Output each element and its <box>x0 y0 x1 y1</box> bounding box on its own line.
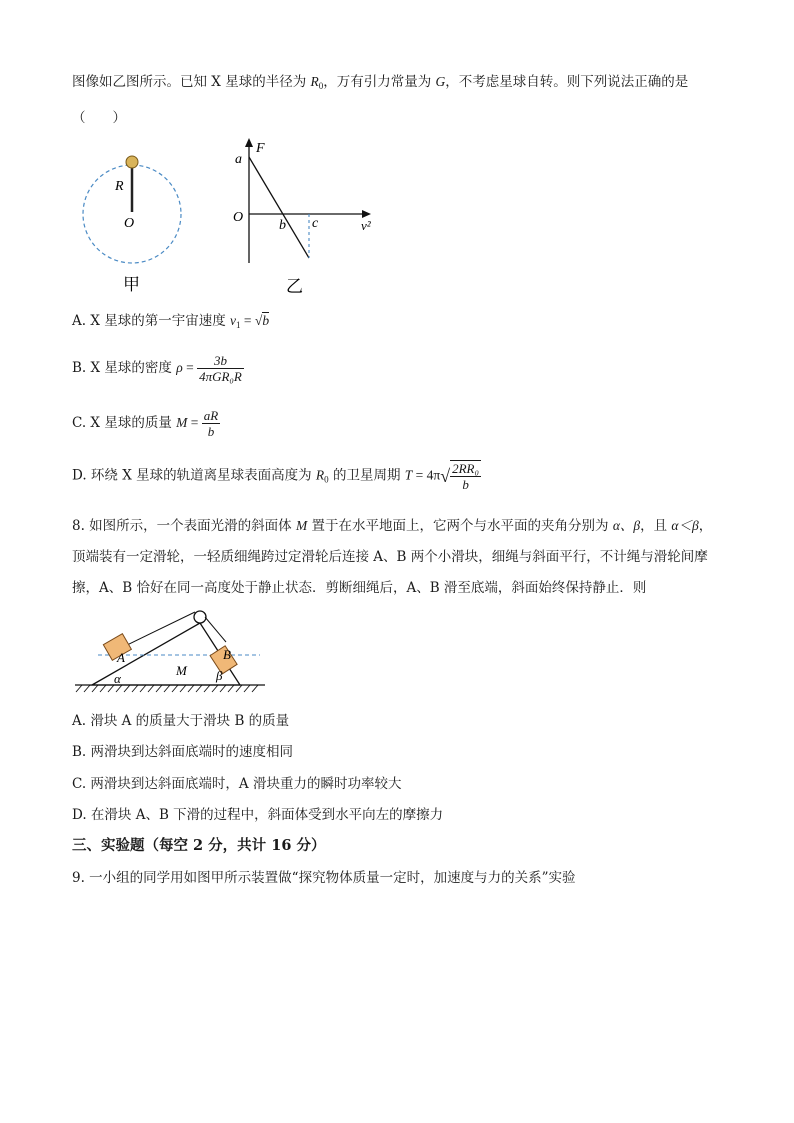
q7-option-c-num: aR <box>203 408 219 423</box>
q7-option-a-v-sub: 1 <box>236 320 241 330</box>
q7-text-b: ，万有引力常量为 <box>323 74 436 90</box>
q8-figure <box>70 605 270 700</box>
q8-stem-line1 <box>72 516 712 536</box>
q8-rope-right <box>205 617 226 642</box>
jia-caption: 甲 <box>123 275 140 295</box>
q8-stem-line3: 擦，A、B 恰好在同一高度处于静止状态．剪断细绳后，A、B 滑至底端，斜面始终保持静止．则 <box>72 580 647 596</box>
q7-radius-symbol: R <box>310 74 319 89</box>
q8-stem-line2: 顶端装有一定滑轮，一轻质细绳跨过定滑轮后连接 A、B 两个小滑块，细绳与斜面平行，不计绳与滑轮间摩 <box>72 549 708 565</box>
q8-text-b: 置于在水平地面上，它两个与水平面的夹角分别为 <box>307 518 613 534</box>
q7-text-c: ，不考虑星球自转。则下列说法正确的是 <box>445 74 689 90</box>
q7-option-d-fraction <box>450 460 481 492</box>
jia-o-label: O <box>124 216 135 231</box>
q7-option-a-v: v <box>230 313 237 328</box>
q8-option-c: C. 两滑块到达斜面底端时，A 滑块重力的瞬时功率较大 <box>72 776 402 792</box>
q7-answer-paren: （ ） <box>72 110 126 126</box>
q8-text-c: ，且 <box>640 518 672 534</box>
q7-option-d-mid: 的卫星周期 <box>328 467 405 484</box>
q7-option-b-fraction <box>197 353 244 384</box>
q8-block-b-label: B <box>223 647 231 662</box>
q7-text-a: 图像如乙图所示。已知 X 星球的半径为 <box>72 74 311 90</box>
q7-option-d-num: 2RR₀ <box>452 461 480 476</box>
q7-radius-sub: 0 <box>318 81 324 91</box>
q8-option-b: B. 两滑块到达斜面底端时的速度相同 <box>72 744 294 760</box>
figure-jia <box>70 145 200 300</box>
q8-text-a: 8. 如图所示，一个表面光滑的斜面体 <box>72 518 296 534</box>
q8-alpha-label: α <box>114 671 121 686</box>
yi-b-label: b <box>279 218 286 233</box>
q7-option-a-eq: = <box>240 313 255 328</box>
q7-option-d <box>72 460 481 492</box>
yi-f-arrow <box>245 138 253 147</box>
yi-o-label: O <box>233 210 244 225</box>
q8-angles: α、β <box>612 518 641 533</box>
q7-option-a-sqrt-icon: √ <box>254 313 263 328</box>
q8-text-d: ， <box>698 518 713 534</box>
q8-ground-hatch <box>76 685 258 692</box>
q7-option-d-eq: = 4π <box>412 467 441 483</box>
q7-option-d-t: T <box>404 467 413 483</box>
q7-option-c-fraction <box>202 408 220 439</box>
q7-option-d-r: R <box>315 467 325 483</box>
q7-option-d-r-sub: 0 <box>324 474 329 485</box>
yi-v2-arrow <box>362 210 371 218</box>
q7-option-b-num: 3b <box>213 353 227 368</box>
figure-yi <box>228 135 388 300</box>
q7-option-c-m: M <box>176 415 188 430</box>
q8-option-d: D. 在滑块 A、B 下滑的过程中，斜面体受到水平向左的摩擦力 <box>72 807 444 823</box>
yi-c-label: c <box>312 216 319 231</box>
q7-option-b-text: B. X 星球的密度 <box>72 360 177 376</box>
q9-stem: 9. 一小组的同学用如图甲所示装置做“探究物体质量一定时，加速度与力的关系”实验 <box>72 870 576 886</box>
yi-v2-label: v² <box>361 218 371 233</box>
q7-option-d-den: b <box>450 476 481 492</box>
q8-rope-left <box>127 612 195 645</box>
jia-r-label: R <box>115 179 124 194</box>
q7-option-a-radicand: b <box>262 313 270 328</box>
q7-option-d-text: D. 环绕 X 星球的轨道离星球表面高度为 <box>72 467 316 484</box>
q7-option-d-sqrt-icon: √ <box>440 466 451 486</box>
q8-m-symbol: M <box>295 518 308 533</box>
q7-option-c-eq: = <box>187 415 202 430</box>
q8-compare: α＜β <box>671 518 699 533</box>
q7-option-c <box>72 408 220 439</box>
q7-option-b <box>72 353 244 384</box>
q7-option-a-text: A. X 星球的第一宇宙速度 <box>72 313 231 329</box>
q7-option-b-den: 4πGR₀R <box>199 369 242 384</box>
yi-caption: 乙 <box>286 277 303 297</box>
q7-option-b-eq: = <box>182 360 198 375</box>
section-heading: 三、实验题（每空 2 分，共计 16 分） <box>72 837 326 854</box>
q8-option-a: A. 滑块 A 的质量大于滑块 B 的质量 <box>72 713 290 729</box>
q8-block-a-label: A <box>117 650 125 665</box>
q7-option-a <box>72 311 269 335</box>
q7-option-b-rho: ρ <box>176 360 183 375</box>
q7-option-c-den: b <box>202 423 220 439</box>
yi-f-label: F <box>256 141 265 156</box>
q8-pulley-icon <box>194 611 206 623</box>
q7-stem-line <box>72 72 688 96</box>
q7-g-symbol: G <box>435 74 446 89</box>
yi-graph-line <box>249 157 309 258</box>
q7-option-c-text: C. X 星球的质量 <box>72 415 177 431</box>
jia-ball <box>126 156 138 168</box>
q8-beta-label: β <box>216 668 223 683</box>
yi-a-label: a <box>235 152 242 167</box>
q8-m-label: M <box>176 663 187 678</box>
